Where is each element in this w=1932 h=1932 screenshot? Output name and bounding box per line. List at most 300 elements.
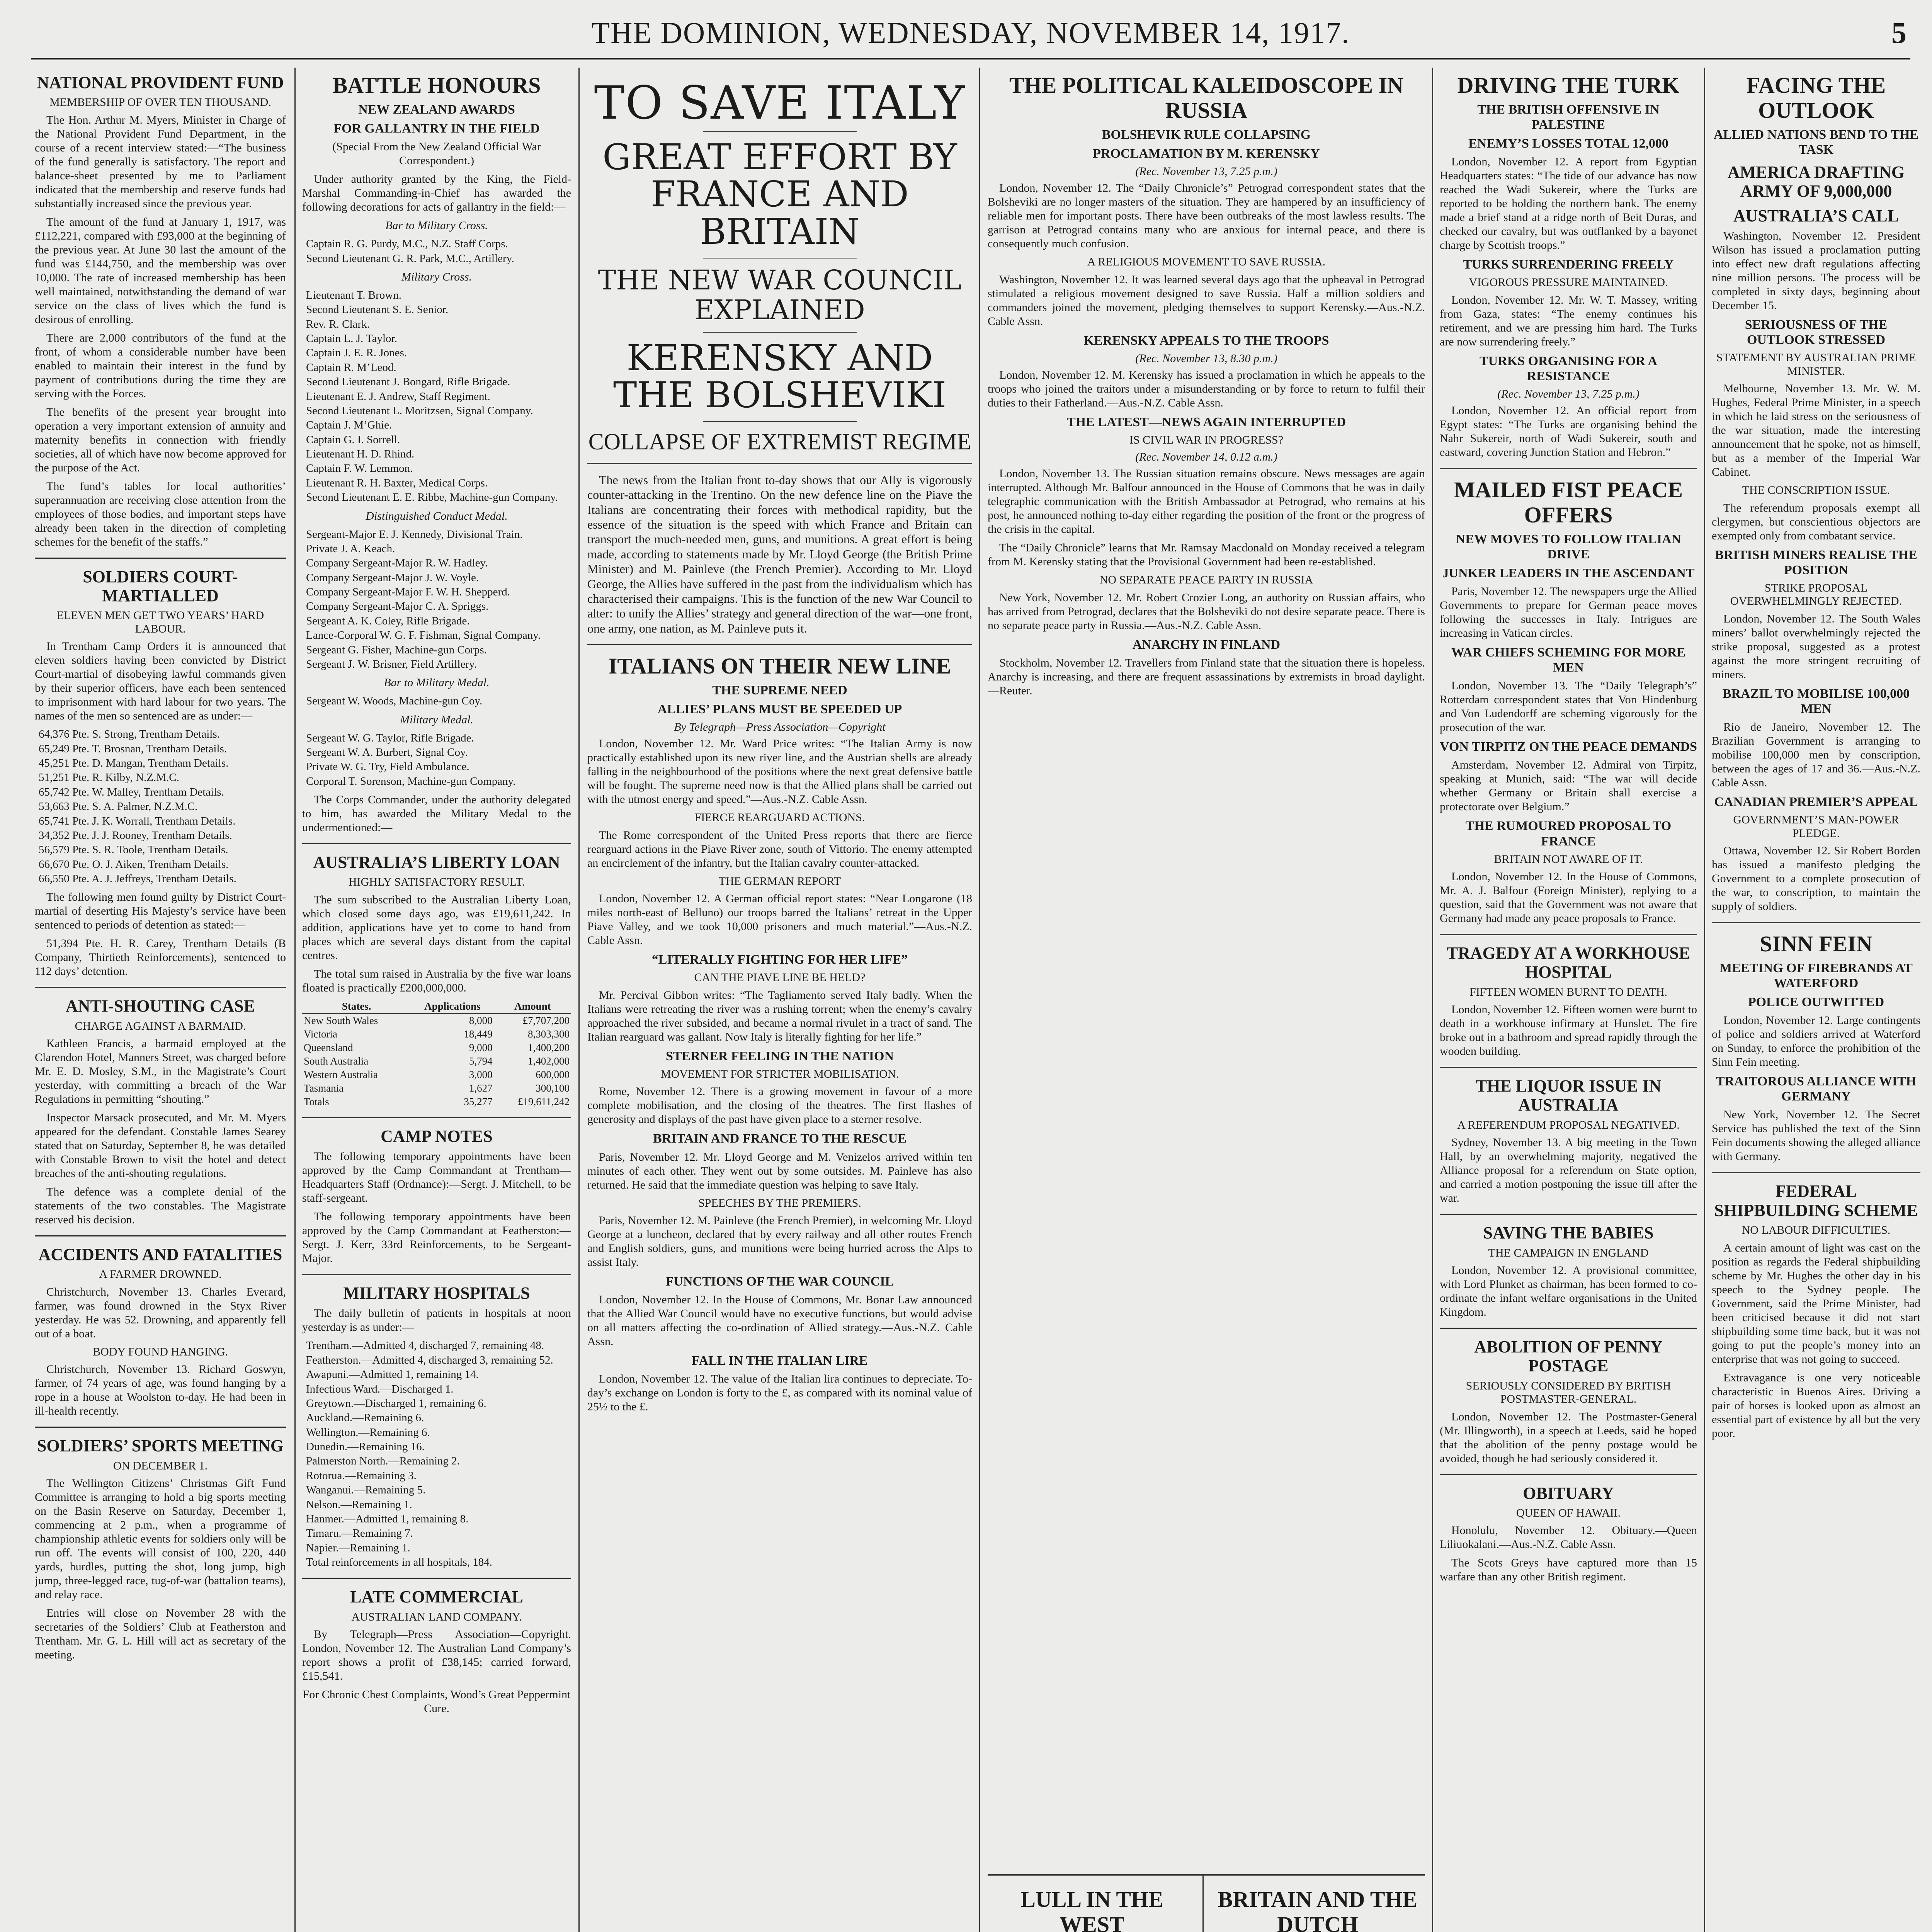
list-item: 34,352 Pte. J. J. Rooney, Trentham Details. xyxy=(39,829,232,842)
article-subhead: SERIOUSNESS OF THE OUTLOOK STRESSED xyxy=(1745,317,1888,347)
article-subhead: ELEVEN MEN GET TWO YEARS’ HARD LABOUR. xyxy=(56,609,264,635)
section-divider xyxy=(1440,1214,1697,1215)
list-item: 66,550 Pte. A. J. Jeffreys, Trentham Details. xyxy=(39,872,236,885)
list-item: Lieutenant R. H. Baxter, Medical Corps. xyxy=(306,476,488,489)
article-subhead: VIGOROUS PRESSURE MAINTAINED. xyxy=(1469,276,1668,289)
article-headline: THE LIQUOR ISSUE IN AUSTRALIA xyxy=(1475,1077,1662,1115)
article-headline: NATIONAL PROVIDENT FUND xyxy=(37,73,284,92)
article-subhead: WAR CHIEFS SCHEMING FOR MORE MEN xyxy=(1451,645,1686,675)
list-item: Sergeant J. W. Brisner, Field Artillery. xyxy=(306,658,477,670)
article-paragraph: Paris, November 12. Mr. Lloyd George and M. Venizelos arrived within ten minutes of each other. They went out by some outsides. M. Painleve has also returned. He said that the immediate question was helping to save Italy. xyxy=(587,1150,972,1191)
article-subhead: ALLIED NATIONS BEND TO THE TASK xyxy=(1713,127,1919,157)
article-paragraph: The following men found guilty by District Court-martial of deserting His Majesty’s service have been sentenced to periods of detention as stated:— xyxy=(35,891,286,932)
section-divider xyxy=(35,987,286,988)
lead-deck: GREAT EFFORT BY FRANCE AND BRITAIN xyxy=(602,136,957,253)
article-paragraph: Washington, November 12. President Wilson has issued a proclamation putting into effect new draft regulations affecting nine million persons. The process will be completed in sixty days, beginning about December 15. xyxy=(1712,229,1920,312)
list-item: 56,579 Pte. S. R. Toole, Trentham Details. xyxy=(39,844,228,856)
article-paragraph: Stockholm, November 12. Travellers from Finland state that the situation there is hopeless. Anarchy is increasing, and there are frequent assassinations by extremists in broad daylight.—Reuter. xyxy=(988,656,1425,697)
article-paragraph: London, November 12. In the House of Commons, Mr. Bonar Law announced that the Allied War Council would have no executive functions, but would advise on all matters affecting the co-ordination of Allied strategy.—Aus.-N.Z. Cable Assn. xyxy=(587,1293,972,1348)
article-subhead: NO LABOUR DIFFICULTIES. xyxy=(1742,1224,1891,1236)
table-row xyxy=(302,1027,571,1041)
article-paragraph: London, November 12. Large contingents of police and soldiers arrived at Waterford on Sunday, to enforce the prohibition of the Sinn Fein meeting. xyxy=(1712,1014,1920,1069)
article-paragraph: London, November 12. Fifteen women were burnt to death in a workhouse infirmary at Hunslet. The fire broke out in a bathroom and spread rapidly through the wooden building. xyxy=(1440,1003,1697,1058)
list-item: Lieutenant E. J. Andrew, Staff Regiment. xyxy=(306,390,490,403)
article-subhead: SPEECHES BY THE PREMIERS. xyxy=(698,1196,861,1209)
masthead-title: THE DOMINION, WEDNESDAY, NOVEMBER 14, 1917. xyxy=(591,16,1350,49)
article-subhead: FOR GALLANTRY IN THE FIELD xyxy=(333,121,540,136)
article-paragraph: New York, November 12. Mr. Robert Crozier Long, an authority on Russian affairs, who has arrived from Petrograd, declares that the Bolsheviki do not desire separate peace. There is no separate peace party in Russia.—Aus.-N.Z. Cable Assn. xyxy=(988,591,1425,632)
section-divider xyxy=(1440,468,1697,469)
column-4b xyxy=(1209,1882,1426,1932)
article-paragraph: Kathleen Francis, a barmaid employed at the Clarendon Hotel, Manners Street, was charged before Mr. E. D. Mosley, S.M., in the Magistrate’s Court yesterday, with committing a breach of the War Regulations in permitting “shouting.” xyxy=(35,1037,286,1106)
table-row xyxy=(302,1054,571,1068)
article-headline: SOLDIERS COURT-MARTIALLED xyxy=(83,567,238,605)
list-item: Lance-Corporal W. G. F. Fishman, Signal Company. xyxy=(306,629,541,642)
article-subhead: BOLSHEVIK RULE COLLAPSING xyxy=(1102,127,1311,142)
article-paragraph: The amount of the fund at January 1, 1917, was £112,221, compared with £93,000 at the beginning of the previous year. At June 30 last the amount of the fund was £144,750, and the membership was over 10,000. The rate of increased membership has been well maintained, notwithstanding the demand of war service on the class of lives which the fund is desirous of enrolling. xyxy=(35,215,286,326)
section-divider xyxy=(35,558,286,559)
article-paragraph: Amsterdam, November 12. Admiral von Tirpitz, speaking at Munich, said: “The war will decide whether Germany or Britain shall exercise a protectorate over Belgium.” xyxy=(1440,759,1697,813)
article-headline: MILITARY HOSPITALS xyxy=(343,1284,530,1303)
article-headline: THE POLITICAL KALEIDOSCOPE IN RUSSIA xyxy=(1009,73,1404,123)
table-cell: 1,400,200 xyxy=(528,1041,570,1053)
article-subhead: SERIOUSLY CONSIDERED BY BRITISH POSTMASTER-GENERAL. xyxy=(1466,1379,1671,1406)
dateline: (Rec. November 13, 7.25 p.m.) xyxy=(1497,388,1639,401)
article-subhead: BRITAIN AND FRANCE TO THE RESCUE xyxy=(653,1131,906,1146)
table-cell: £19,611,242 xyxy=(518,1095,570,1107)
list-item: Company Sergeant-Major R. W. Hadley. xyxy=(306,557,488,570)
section-divider xyxy=(302,1578,571,1579)
article-paragraph: The referendum proposals exempt all clergymen, but conscientious objectors are exempted only from combatant service. xyxy=(1712,501,1920,542)
article-subhead: A RELIGIOUS MOVEMENT TO SAVE RUSSIA. xyxy=(1087,255,1326,269)
table-cell: 600,000 xyxy=(536,1068,570,1080)
article-paragraph: (Special From the New Zealand Official War Correspondent.) xyxy=(332,140,541,167)
article-headline: BRITAIN AND THE DUTCH xyxy=(1218,1887,1418,1932)
article-subhead: CANADIAN PREMIER’S APPEAL xyxy=(1714,794,1918,809)
article-headline: ITALIANS ON THEIR NEW LINE xyxy=(608,653,951,679)
list-item: Second Lieutenant S. E. Senior. xyxy=(306,303,449,316)
list-item: Rev. R. Clark. xyxy=(306,318,370,330)
list-item: Company Sergeant-Major J. W. Voyle. xyxy=(306,571,479,584)
list-item: 64,376 Pte. S. Strong, Trentham Details. xyxy=(39,728,220,741)
article-subhead: A FARMER DROWNED. xyxy=(99,1268,222,1281)
article-subhead: ENEMY’S LOSSES TOTAL 12,000 xyxy=(1468,136,1668,151)
article-paragraph: Inspector Marsack prosecuted, and Mr. M. Myers appeared for the defendant. Constable James Searey stated that on Saturday, September 8, he was detailed with Constable Brown to visit the hotel and detect breaches of the anti-shouting regulations. xyxy=(35,1111,286,1180)
table-cell: 35,277 xyxy=(464,1095,493,1107)
article-paragraph: The daily bulletin of patients in hospitals at noon yesterday is as under:— xyxy=(302,1307,571,1334)
article-paragraph: London, November 13. The Russian situation remains obscure. News messages are again interrupted. Although Mr. Balfour announced in the House of Commons that he was in daily telegraphic communication with the British Ambassador at Petrograd, who remains at his post, he announced nothing to-day either regarding the position of the front or the progress of the crisis in the capital. xyxy=(988,467,1425,536)
article-subhead: PROCLAMATION BY M. KERENSKY xyxy=(1093,146,1320,161)
column-3-lead-story xyxy=(587,68,972,1932)
article-paragraph: The Rome correspondent of the United Press reports that there are fierce rearguard actions in the Piave River zone, south of Vittorio. The enemy attempted an encirclement of the infantry, but the Italian cavalry counter-attacked. xyxy=(587,828,972,869)
list-item: Sergeant G. Fisher, Machine-gun Corps. xyxy=(306,643,487,656)
hospital-list xyxy=(302,1339,571,1569)
list-item: 53,663 Pte. S. A. Palmer, N.Z.M.C. xyxy=(39,800,198,813)
article-subhead: ANARCHY IN FINLAND xyxy=(1132,637,1281,652)
list-item: Second Lieutenant E. E. Ribbe, Machine-gun Company. xyxy=(306,491,558,504)
article-paragraph: New York, November 12. The Secret Service has published the text of the Sinn Fein documents showing the alleged alliance with Germany. xyxy=(1712,1108,1920,1163)
article-paragraph: London, November 12. An official report from Egypt states: “The Turks are organising behind the Nahr Sukereir, north of Wadi Sukereir, south and eastward, covering Junction Station and Hebron.” xyxy=(1440,404,1697,459)
article-paragraph: The following temporary appointments have been approved by the Camp Commandant at Trentham—Headquarters Staff (Ordnance):—Sergt. J. Mitchell, to be staff-sergeant. xyxy=(302,1150,571,1205)
article-paragraph: In Trentham Camp Orders it is announced that eleven soldiers having been convicted by District Court-martial of disobeying lawful commands given by their superior officers, have each been sentenced to imprisonment with hard labour for two years. The names of the men so sentenced are as under:— xyxy=(35,640,286,723)
article-paragraph: London, November 12. Mr. W. T. Massey, writing from Gaza, states: “The enemy continues his retirement, and we are pressing him hard. The Turks are now surrendering freely.” xyxy=(1440,293,1697,348)
article-paragraph: Paris, November 12. The newspapers urge the Allied Governments to prepare for German peace moves following the successes in Italy. Intrigues are increasing in Vatican circles. xyxy=(1440,585,1697,640)
article-subhead: MOVEMENT FOR STRICTER MOBILISATION. xyxy=(660,1067,899,1080)
article-subhead: STRIKE PROPOSAL OVERWHELMINGLY REJECTED. xyxy=(1730,581,1902,608)
list-item: Total reinforcements in all hospitals, 184. xyxy=(306,1556,492,1569)
article-subhead: FALL IN THE ITALIAN LIRE xyxy=(692,1354,868,1368)
table-row xyxy=(302,1041,571,1054)
article-paragraph: London, November 12. The South Wales miners’ ballot overwhelmingly rejected the strike proposal, suggested as a protest against the more stringent recruiting of miners. xyxy=(1712,612,1920,681)
section-divider xyxy=(35,1427,286,1428)
lead-intro: The news from the Italian front to-day shows that our Ally is vigorously counter-attacking in the Trentino. On the new defence line on the Piave the Italians are concentrating their forces with methodical rapidity, but the essence of the situation is the speed with which France and Britain can transport the much-needed men, guns, and munitions. A great effort is being made, according to statements made by Mr. Lloyd George (the British Prime Minister) and M. Painleve (the French Premier). According to Mr. Lloyd George, the Allies have suffered in the past from the individualism which has characterised their campaigns. This is the function of the new War Council to alter: to unify the Allies’ strategy and general direction of the war—one front, one army, one nation, as M. Painleve puts it. xyxy=(587,473,972,635)
article-paragraph: The Wellington Citizens’ Christmas Gift Fund Committee is arranging to hold a big sports meeting on the Basin Reserve on Saturday, December 1, commencing at 2 p.m., when a programme of championship athletic events for soldiers only will be run off. The events will consist of 100, 220, 440 yards, hurdles, putting the shot, long jump, high jump, three-legged race, tug-of-war (battalion teams), and relay race. xyxy=(35,1477,286,1601)
article-subhead: THE SUPREME NEED xyxy=(712,683,847,698)
article-headline: TRAGEDY AT A WORKHOUSE HOSPITAL xyxy=(1446,944,1690,982)
article-paragraph: There are 2,000 contributors of the fund at the front, of whom a considerable number have been enabled to maintain their interest in the fund by payment of contributions during the time they are serving with the Forces. xyxy=(35,331,286,400)
article-subhead: KERENSKY APPEALS TO THE TROOPS xyxy=(1083,333,1329,348)
article-paragraph: Extravagance is one very noticeable characteristic in Buenos Aires. Driving a pair of horses is looked upon as almost an essential part of existence by all but the very poor. xyxy=(1712,1371,1920,1440)
list-item: Private J. A. Keach. xyxy=(306,542,395,555)
article-paragraph: Mr. Percival Gibbon writes: “The Tagliamento served Italy badly. When the Italians were retreating the river was a rushing torrent; when the enemy’s cavalry approached the river subsided, and became a normal rivulet in a tract of sand. The Italian rearguard was gallant. Now Italy is literally fighting for her life.” xyxy=(587,988,972,1043)
section-divider xyxy=(1440,1328,1697,1329)
section-divider xyxy=(302,1117,571,1118)
list-item: Sergeant W. A. Burbert, Signal Coy. xyxy=(306,746,468,759)
article-paragraph: Ottawa, November 12. Sir Robert Borden has issued a manifesto pledging the Government to a complete prosecution of the war, to conscription, to maintain the supply of soldiers. xyxy=(1712,844,1920,913)
article-headline: AUSTRALIA’S LIBERTY LOAN xyxy=(313,853,560,872)
section-divider xyxy=(1712,922,1920,923)
article-paragraph: London, November 12. A provisional committee, with Lord Plunket as chairman, has been formed to co-ordinate the infant welfare organisations in the United Kingdom. xyxy=(1440,1264,1697,1318)
section-divider xyxy=(35,1235,286,1236)
award-category: Military Cross. xyxy=(401,270,472,283)
article-subhead: POLICE OUTWITTED xyxy=(1748,995,1884,1010)
table-cell: 8,303,300 xyxy=(528,1028,570,1040)
list-item: 51,251 Pte. R. Kilby, N.Z.M.C. xyxy=(39,771,179,784)
article-subhead: STERNER FEELING IN THE NATION xyxy=(665,1049,894,1063)
article-subhead: ON DECEMBER 1. xyxy=(113,1459,208,1472)
article-paragraph: Washington, November 12. It was learned several days ago that the upheaval in Petrograd stimulated a religious movement designed to save Russia. Half a million soldiers and commanders joined the movement, pledging themselves to support Kerensky.—Aus.-N.Z. Cable Assn. xyxy=(988,273,1425,328)
article-paragraph: London, November 12. The value of the Italian lira continues to depreciate. To-day’s exchange on London is forty to the £, as compared with its nominal value of 25½ to the £. xyxy=(587,1372,972,1413)
article-paragraph: Honolulu, November 12. Obituary.—Queen Liliuokalani.—Aus.-N.Z. Cable Assn. xyxy=(1440,1524,1697,1551)
table-cell: South Australia xyxy=(304,1055,369,1067)
dateline: (Rec. November 14, 0.12 a.m.) xyxy=(1135,451,1277,464)
article-subhead: IS CIVIL WAR IN PROGRESS? xyxy=(1129,433,1284,446)
article-subhead: THE GERMAN REPORT xyxy=(718,874,841,888)
article-paragraph: London, November 12. Mr. Ward Price writes: “The Italian Army is now practically established upon its new river line, and the Austrian shells are already falling in the neighbourhood of the positions where the next great defensive battle will be fought. The supreme need now is that the Allied plans shall be carried out with the utmost energy and speed.”—Aus.-N.Z. Cable Assn. xyxy=(587,737,972,806)
table-cell: Victoria xyxy=(304,1028,337,1040)
article-subhead: NEW MOVES TO FOLLOW ITALIAN DRIVE xyxy=(1456,532,1681,562)
list-item: Auckland.—Remaining 6. xyxy=(306,1412,424,1424)
article-headline: ANTI-SHOUTING CASE xyxy=(65,997,255,1016)
article-paragraph: Paris, November 12. M. Painleve (the French Premier), in welcoming Mr. Lloyd George at a luncheon, declared that by every railway and all other routes French and English soldiers, guns, and munitions were being hurried across the Alps to assist Italy. xyxy=(587,1214,972,1269)
article-subhead: FIERCE REARGUARD ACTIONS. xyxy=(694,811,865,824)
article-paragraph: A certain amount of light was cast on the position as regards the Federal shipbuilding scheme by Mr. Hughes the other day in his speech to the Sydney people. The Government, said the Prime Minister, had been criticised because it did not start shipbuilding some time back, but it was not going to put the people’s money into an enterprise that was not going to succeed. xyxy=(1712,1241,1920,1366)
list-item: Dunedin.—Remaining 16. xyxy=(306,1440,425,1453)
column-2 xyxy=(302,68,571,1932)
advertisement: For Chronic Chest Complaints, Wood’s Great Peppermint Cure. xyxy=(303,1688,571,1715)
column-6 xyxy=(1712,68,1920,1932)
article-subhead: VON TIRPITZ ON THE PEACE DEMANDS xyxy=(1440,740,1697,754)
article-paragraph: The “Daily Chronicle” learns that Mr. Ramsay Macdonald on Monday received a telegram from M. Kerensky stating that the Provisional Government had been re-established. xyxy=(988,541,1425,568)
list-item: Sergeant W. G. Taylor, Rifle Brigade. xyxy=(306,731,474,744)
article-paragraph: London, November 12. M. Kerensky has issued a proclamation in which he appeals to the troops who joined the traitors under a misunderstanding or by force to return to fulfil their duties to their Fatherland.—Aus.-N.Z. Cable Assn. xyxy=(988,368,1425,409)
article-subhead: FIFTEEN WOMEN BURNT TO DEATH. xyxy=(1469,985,1667,998)
article-subhead: TURKS SURRENDERING FREELY xyxy=(1463,257,1674,272)
award-list xyxy=(302,694,571,708)
list-item: Rotorua.—Remaining 3. xyxy=(306,1469,417,1482)
table-cell: 300,100 xyxy=(536,1082,570,1094)
table-cell: Western Australia xyxy=(304,1068,378,1080)
article-paragraph: By Telegraph—Press Association—Copyright. London, November 12. The Australian Land Company’s report shows a profit of £38,145; carried forward, £15,541. xyxy=(302,1628,571,1683)
article-paragraph: London, November 12. A report from Egyptian Headquarters states: “The tide of our advance has now reached the Wadi Sukereir, where the Turks are reported to be holding the northern bank. The enemy made a brief stand at a ridge north of Beit Duras, and checked our cavalry, but was outflanked by a bayonet charge by Scottish troops.” xyxy=(1440,155,1697,252)
article-subhead: FUNCTIONS OF THE WAR COUNCIL xyxy=(665,1274,894,1289)
article-subhead: MEETING OF FIREBRANDS AT WATERFORD xyxy=(1719,961,1913,991)
list-item: Napier.—Remaining 1. xyxy=(306,1541,410,1554)
section-divider xyxy=(1440,1067,1697,1068)
column-rule xyxy=(294,68,296,1932)
table-cell: Queensland xyxy=(304,1041,353,1053)
article-subhead: THE CONSCRIPTION ISSUE. xyxy=(1742,484,1890,497)
article-paragraph: Sydney, November 13. A big meeting in the Town Hall, by an overwhelming majority, negatived the Alliance proposal for a referendum on State option, and carried a motion postponing the issue till after the war. xyxy=(1440,1136,1697,1205)
article-subhead: BRAZIL TO MOBILISE 100,000 MEN xyxy=(1722,686,1910,716)
article-subhead: A REFERENDUM PROPOSAL NEGATIVED. xyxy=(1457,1118,1680,1131)
dateline: (Rec. November 13, 8.30 p.m.) xyxy=(1135,352,1277,365)
article-paragraph: London, November 13. The “Daily Telegraph’s” Rotterdam correspondent states that Von Hindenburg and Von Ludendorff are scheming vigorously for the prosecution of the war. xyxy=(1440,679,1697,734)
award-category: Military Medal. xyxy=(400,713,473,726)
article-subhead: HIGHLY SATISFACTORY RESULT. xyxy=(348,876,525,889)
list-item: Captain J. E. R. Jones. xyxy=(306,347,407,359)
article-headline: DRIVING THE TURK xyxy=(1457,73,1680,98)
column-rule xyxy=(1202,1874,1204,1932)
list-item: Lieutenant T. Brown. xyxy=(306,289,401,301)
loan-table xyxy=(302,1000,571,1109)
table-cell: 9,000 xyxy=(469,1041,493,1053)
article-headline: AMERICA DRAFTING ARMY OF 9,000,000 xyxy=(1727,163,1905,201)
article-headline: FACING THE OUTLOOK xyxy=(1746,73,1886,123)
article-subhead: TRAITOROUS ALLIANCE WITH GERMANY xyxy=(1716,1074,1917,1104)
award-list xyxy=(302,237,571,265)
list-item: Second Lieutenant J. Bongard, Rifle Brigade. xyxy=(306,376,510,388)
article-paragraph: The benefits of the present year brought into operation a very important extension of annuity and maternity benefits in connection with friendly societies, all of which have now become approved for the purpose of the Act. xyxy=(35,405,286,474)
list-item: Timaru.—Remaining 7. xyxy=(306,1527,413,1540)
column-5 xyxy=(1440,68,1697,1932)
section-divider xyxy=(988,1874,1425,1876)
article-paragraph: Entries will close on November 28 with the secretaries of the Soldiers’ Club at Featherston and Trentham. Mr. G. L. Hill will act as secretary of the meeting. xyxy=(35,1607,286,1662)
article-subhead: TURKS ORGANISING FOR A RESISTANCE xyxy=(1479,354,1657,383)
table-cell: Totals xyxy=(304,1095,329,1107)
article-paragraph: The sum subscribed to the Australian Liberty Loan, which closed some days ago, was £19,611,242. In addition, applications have yet to come to hand from places which are several days distant from the capital centres. xyxy=(302,893,571,962)
article-headline: ACCIDENTS AND FATALITIES xyxy=(38,1245,282,1264)
column-1 xyxy=(35,68,286,1932)
table-cell: Tasmania xyxy=(304,1082,344,1094)
section-divider xyxy=(1440,1474,1697,1475)
table-cell: 3,000 xyxy=(469,1068,493,1080)
article-subhead: STATEMENT BY AUSTRALIAN PRIME MINISTER. xyxy=(1716,351,1916,378)
page-number: 5 xyxy=(1891,16,1906,49)
article-paragraph: Rio de Janeiro, November 12. The Brazilian Government is arranging to mobilise 100,000 men by conscription, between the ages of 17 and 36.—Aus.-N.Z. Cable Assn. xyxy=(1712,720,1920,789)
dateline: (Rec. November 13, 7.25 p.m.) xyxy=(1135,165,1277,178)
list-item: Greytown.—Discharged 1, remaining 6. xyxy=(306,1397,486,1410)
column-rule xyxy=(979,68,980,1932)
table-cell: £7,707,200 xyxy=(522,1014,570,1026)
article-paragraph: The defence was a complete denial of the statements of the two constables. The Magistrate reserved his decision. xyxy=(35,1185,286,1226)
article-headline: LULL IN THE WEST xyxy=(1020,1887,1163,1932)
article-subhead: NO SEPARATE PEACE PARTY IN RUSSIA xyxy=(1099,573,1313,587)
article-headline: AUSTRALIA’S CALL xyxy=(1733,206,1899,225)
list-item: Lieutenant H. D. Rhind. xyxy=(306,448,415,461)
article-headline: FEDERAL SHIPBUILDING SCHEME xyxy=(1714,1182,1918,1220)
list-item: Sergeant W. Woods, Machine-gun Coy. xyxy=(306,695,483,707)
article-headline: MAILED FIST PEACE OFFERS xyxy=(1454,477,1683,527)
article-paragraph: London, November 12. The Postmaster-General (Mr. Illingworth), in a speech at Leeds, said he hoped that the abolition of the penny postage would be avoided, though he had seriously considered it. xyxy=(1440,1410,1697,1465)
article-paragraph: Christchurch, November 13. Richard Goswyn, farmer, of 74 years of age, was found hanging by a rope in a house at Woolston to-day. He had been in ill-health recently. xyxy=(35,1363,286,1418)
article-subhead: BODY FOUND HANGING. xyxy=(93,1345,228,1358)
lead-deck: KERENSKY AND THE BOLSHEVIKI xyxy=(613,337,947,416)
list-item: Second Lieutenant L. Moritzsen, Signal Company. xyxy=(306,404,533,417)
article-headline: CAMP NOTES xyxy=(381,1126,493,1146)
list-item: Palmerston North.—Remaining 2. xyxy=(306,1455,460,1468)
article-paragraph: London, November 12. The “Daily Chronicle’s” Petrograd correspondent states that the Bolsheviki are no longer masters of the situation. They are hampered by an insufficiency of reliable men for important posts. There have been outbreaks of the most lawless results. The garrison at Petrograd contains many who are anxious for internal peace, and there is consequently much confusion. xyxy=(988,182,1425,250)
article-subhead: THE BRITISH OFFENSIVE IN PALESTINE xyxy=(1477,102,1660,132)
list-item: Nelson.—Remaining 1. xyxy=(306,1498,412,1511)
table-cell: 1,402,000 xyxy=(528,1055,570,1067)
article-paragraph: The Corps Commander, under the authority delegated to him, has awarded the Military Medal to the undermentioned:— xyxy=(302,793,571,834)
section-divider xyxy=(587,644,972,645)
article-headline: LATE COMMERCIAL xyxy=(350,1587,523,1607)
list-item: Captain F. W. Lemmon. xyxy=(306,462,413,475)
section-divider xyxy=(1712,1172,1920,1173)
award-list xyxy=(302,528,571,672)
article-paragraph: London, November 12. In the House of Commons, Mr. A. J. Balfour (Foreign Minister), replying to a question, said that the Government was not aware that Germany had made any peace proposals to France. xyxy=(1440,870,1697,925)
table-cell: 1,627 xyxy=(469,1082,493,1094)
list-item: Second Lieutenant G. R. Park, M.C., Artillery. xyxy=(306,252,514,265)
article-subhead: AUSTRALIAN LAND COMPANY. xyxy=(351,1610,522,1623)
byline: By Telegraph—Press Association—Copyright xyxy=(674,721,886,734)
list-item: Featherston.—Admitted 4, discharged 3, remaining 52. xyxy=(306,1354,553,1366)
headline-rule xyxy=(703,421,857,422)
list-item: Trentham.—Admitted 4, discharged 7, remaining 48. xyxy=(306,1339,544,1352)
article-headline: ABOLITION OF PENNY POSTAGE xyxy=(1474,1337,1663,1376)
table-cell: 8,000 xyxy=(469,1014,493,1026)
headline-rule xyxy=(703,131,857,132)
list-item: Infectious Ward.—Discharged 1. xyxy=(306,1383,454,1395)
list-item: 45,251 Pte. D. Mangan, Trentham Details. xyxy=(39,757,229,770)
table-cell: New South Wales xyxy=(304,1014,378,1026)
list-item: Corporal T. Sorenson, Machine-gun Company. xyxy=(306,775,516,787)
article-subhead: BRITAIN NOT AWARE OF IT. xyxy=(1494,852,1643,866)
list-item: Company Sergeant-Major F. W. H. Shepperd. xyxy=(306,586,510,599)
list-item: Wanganui.—Remaining 5. xyxy=(306,1484,426,1497)
lead-deck: COLLAPSE OF EXTREMIST REGIME xyxy=(588,429,971,454)
list-item: Wellington.—Remaining 6. xyxy=(306,1426,430,1439)
masthead xyxy=(31,12,1910,60)
article-paragraph: The total sum raised in Australia by the five war loans floated is practically £200,000,000. xyxy=(302,967,571,994)
article-paragraph: The Hon. Arthur M. Myers, Minister in Charge of the National Provident Fund Department, in the course of a recent interview stated:—“The business of the fund generally is satisfactory. The report and balance-sheet presented by me to Parliament indicated that the membership and reserve funds had substantially increased since the previous year. xyxy=(35,113,286,210)
article-paragraph: Under authority granted by the King, the Field-Marshal Commanding-in-Chief has awarded the following decorations for acts of gallantry in the field:— xyxy=(302,173,571,214)
table-cell: 5,794 xyxy=(469,1055,493,1067)
list-item: 66,670 Pte. O. J. Aiken, Trentham Details. xyxy=(39,858,229,871)
article-subhead: THE LATEST—NEWS AGAIN INTERRUPTED xyxy=(1066,415,1346,429)
article-subhead: QUEEN OF HAWAII. xyxy=(1516,1506,1621,1519)
list-item: Sergeant A. K. Coley, Rifle Brigade. xyxy=(306,614,470,627)
list-item: Private W. G. Try, Field Ambulance. xyxy=(306,760,469,773)
column-4-russia xyxy=(988,68,1425,1869)
article-paragraph: Christchurch, November 13. Charles Everard, farmer, was found drowned in the Styx River yesterday. He was 52. Drowning, and apparently fell out of a boat. xyxy=(35,1285,286,1340)
award-category: Bar to Military Medal. xyxy=(384,676,490,689)
name-list xyxy=(35,728,286,886)
article-subhead: GOVERNMENT’S MAN-POWER PLEDGE. xyxy=(1733,813,1899,840)
award-list xyxy=(302,289,571,505)
column-rule xyxy=(578,68,580,1932)
list-item: Captain R. M’Leod. xyxy=(306,361,396,374)
table-row xyxy=(302,1095,571,1109)
article-paragraph: London, November 12. A German official report states: “Near Longarone (18 miles north-east of Belluno) our troops barred the Italians’ retreat in the Upper Piave Valley, and we took 10,000 prisoners and much material.”—Aus.-N.Z. Cable Assn. xyxy=(587,892,972,947)
headline-rule xyxy=(703,258,857,259)
table-header: Applications xyxy=(411,1000,494,1014)
article-paragraph: Melbourne, November 13. Mr. W. M. Hughes, Federal Prime Minister, in a speech in which he laid stress on the seriousness of the war situation, made the interesting announcement that he spoke, not as himself, but as a member of the Imperial War Cabinet. xyxy=(1712,382,1920,479)
article-headline: OBITUARY xyxy=(1523,1483,1614,1503)
list-item: 65,741 Pte. J. K. Worrall, Trentham Details. xyxy=(39,815,236,827)
article-headline: BATTLE HONOURS xyxy=(332,73,541,98)
list-item: 65,742 Pte. W. Malley, Trentham Details. xyxy=(39,786,224,798)
article-headline: SOLDIERS’ SPORTS MEETING xyxy=(37,1436,284,1456)
list-item: Captain R. G. Purdy, M.C., N.Z. Staff Corps. xyxy=(306,238,508,250)
list-item: Company Sergeant-Major C. A. Spriggs. xyxy=(306,600,489,613)
article-subhead: “LITERALLY FIGHTING FOR HER LIFE” xyxy=(651,952,908,967)
article-subhead: MEMBERSHIP OF OVER TEN THOUSAND. xyxy=(49,96,271,109)
article-subhead: BRITISH MINERS REALISE THE POSITION xyxy=(1715,548,1917,577)
list-item: Hanmer.—Admitted 1, remaining 8. xyxy=(306,1512,469,1525)
award-category: Distinguished Conduct Medal. xyxy=(366,509,508,522)
table-header: States. xyxy=(302,1000,411,1014)
table-header: Amount xyxy=(494,1000,571,1014)
table-cell: 18,449 xyxy=(464,1028,493,1040)
table-row xyxy=(302,1082,571,1095)
list-item: Captain G. I. Sorrell. xyxy=(306,433,400,446)
section-divider xyxy=(1440,934,1697,935)
section-divider xyxy=(587,463,972,464)
table-row xyxy=(302,1068,571,1082)
lead-deck: THE NEW WAR COUNCIL EXPLAINED xyxy=(598,264,962,326)
list-item: Captain L. J. Taylor. xyxy=(306,332,397,345)
article-subhead: ALLIES’ PLANS MUST BE SPEEDED UP xyxy=(657,702,902,717)
table-row xyxy=(302,1014,571,1027)
article-headline: SINN FEIN xyxy=(1760,931,1872,957)
article-paragraph: The following temporary appointments have been approved by the Camp Commandant at Featherston:—Sergt. J. Kerr, 33rd Reinforcements, to be Sergeant-Major. xyxy=(302,1210,571,1265)
article-subhead: JUNKER LEADERS IN THE ASCENDANT xyxy=(1442,566,1695,581)
article-subhead: CAN THE PIAVE LINE BE HELD? xyxy=(694,971,866,984)
headline-rule xyxy=(703,332,857,333)
article-paragraph: 51,394 Pte. H. R. Carey, Trentham Details (B Company, Thirtieth Reinforcements), sentenced to 112 days’ detention. xyxy=(35,937,286,978)
column-4a xyxy=(988,1882,1196,1932)
article-paragraph: The Scots Greys have captured more than 15 warfare than any other British regiment. xyxy=(1440,1556,1697,1583)
list-item: Captain J. M’Ghie. xyxy=(306,419,392,432)
article-subhead: THE CAMPAIGN IN ENGLAND xyxy=(1488,1246,1649,1259)
list-item: Awapuni.—Admitted 1, remaining 14. xyxy=(306,1368,479,1381)
award-category: Bar to Military Cross. xyxy=(385,219,488,232)
column-rule xyxy=(1432,68,1433,1932)
article-subhead: NEW ZEALAND AWARDS xyxy=(358,102,515,117)
list-item: Sergeant-Major E. J. Kennedy, Divisional Train. xyxy=(306,528,523,541)
article-headline: SAVING THE BABIES xyxy=(1483,1223,1654,1243)
article-subhead: THE RUMOURED PROPOSAL TO FRANCE xyxy=(1465,819,1672,849)
article-paragraph: Rome, November 12. There is a growing movement in favour of a more complete mobilisation, and the closing of the theatres. The first flashes of generosity and displays of the past have given place to a sterner resolve. xyxy=(587,1085,972,1126)
article-subhead: CHARGE AGAINST A BARMAID. xyxy=(75,1019,246,1032)
table-header-row xyxy=(302,1000,571,1014)
column-rule xyxy=(1704,68,1705,1932)
lead-headline: TO SAVE ITALY xyxy=(594,76,966,129)
article-paragraph: The fund’s tables for local authorities’ superannuation are receiving close attention from the employees of those bodies, and important steps have already been taken in the direction of completing schemes for the benefit of the staffs.” xyxy=(35,480,286,548)
